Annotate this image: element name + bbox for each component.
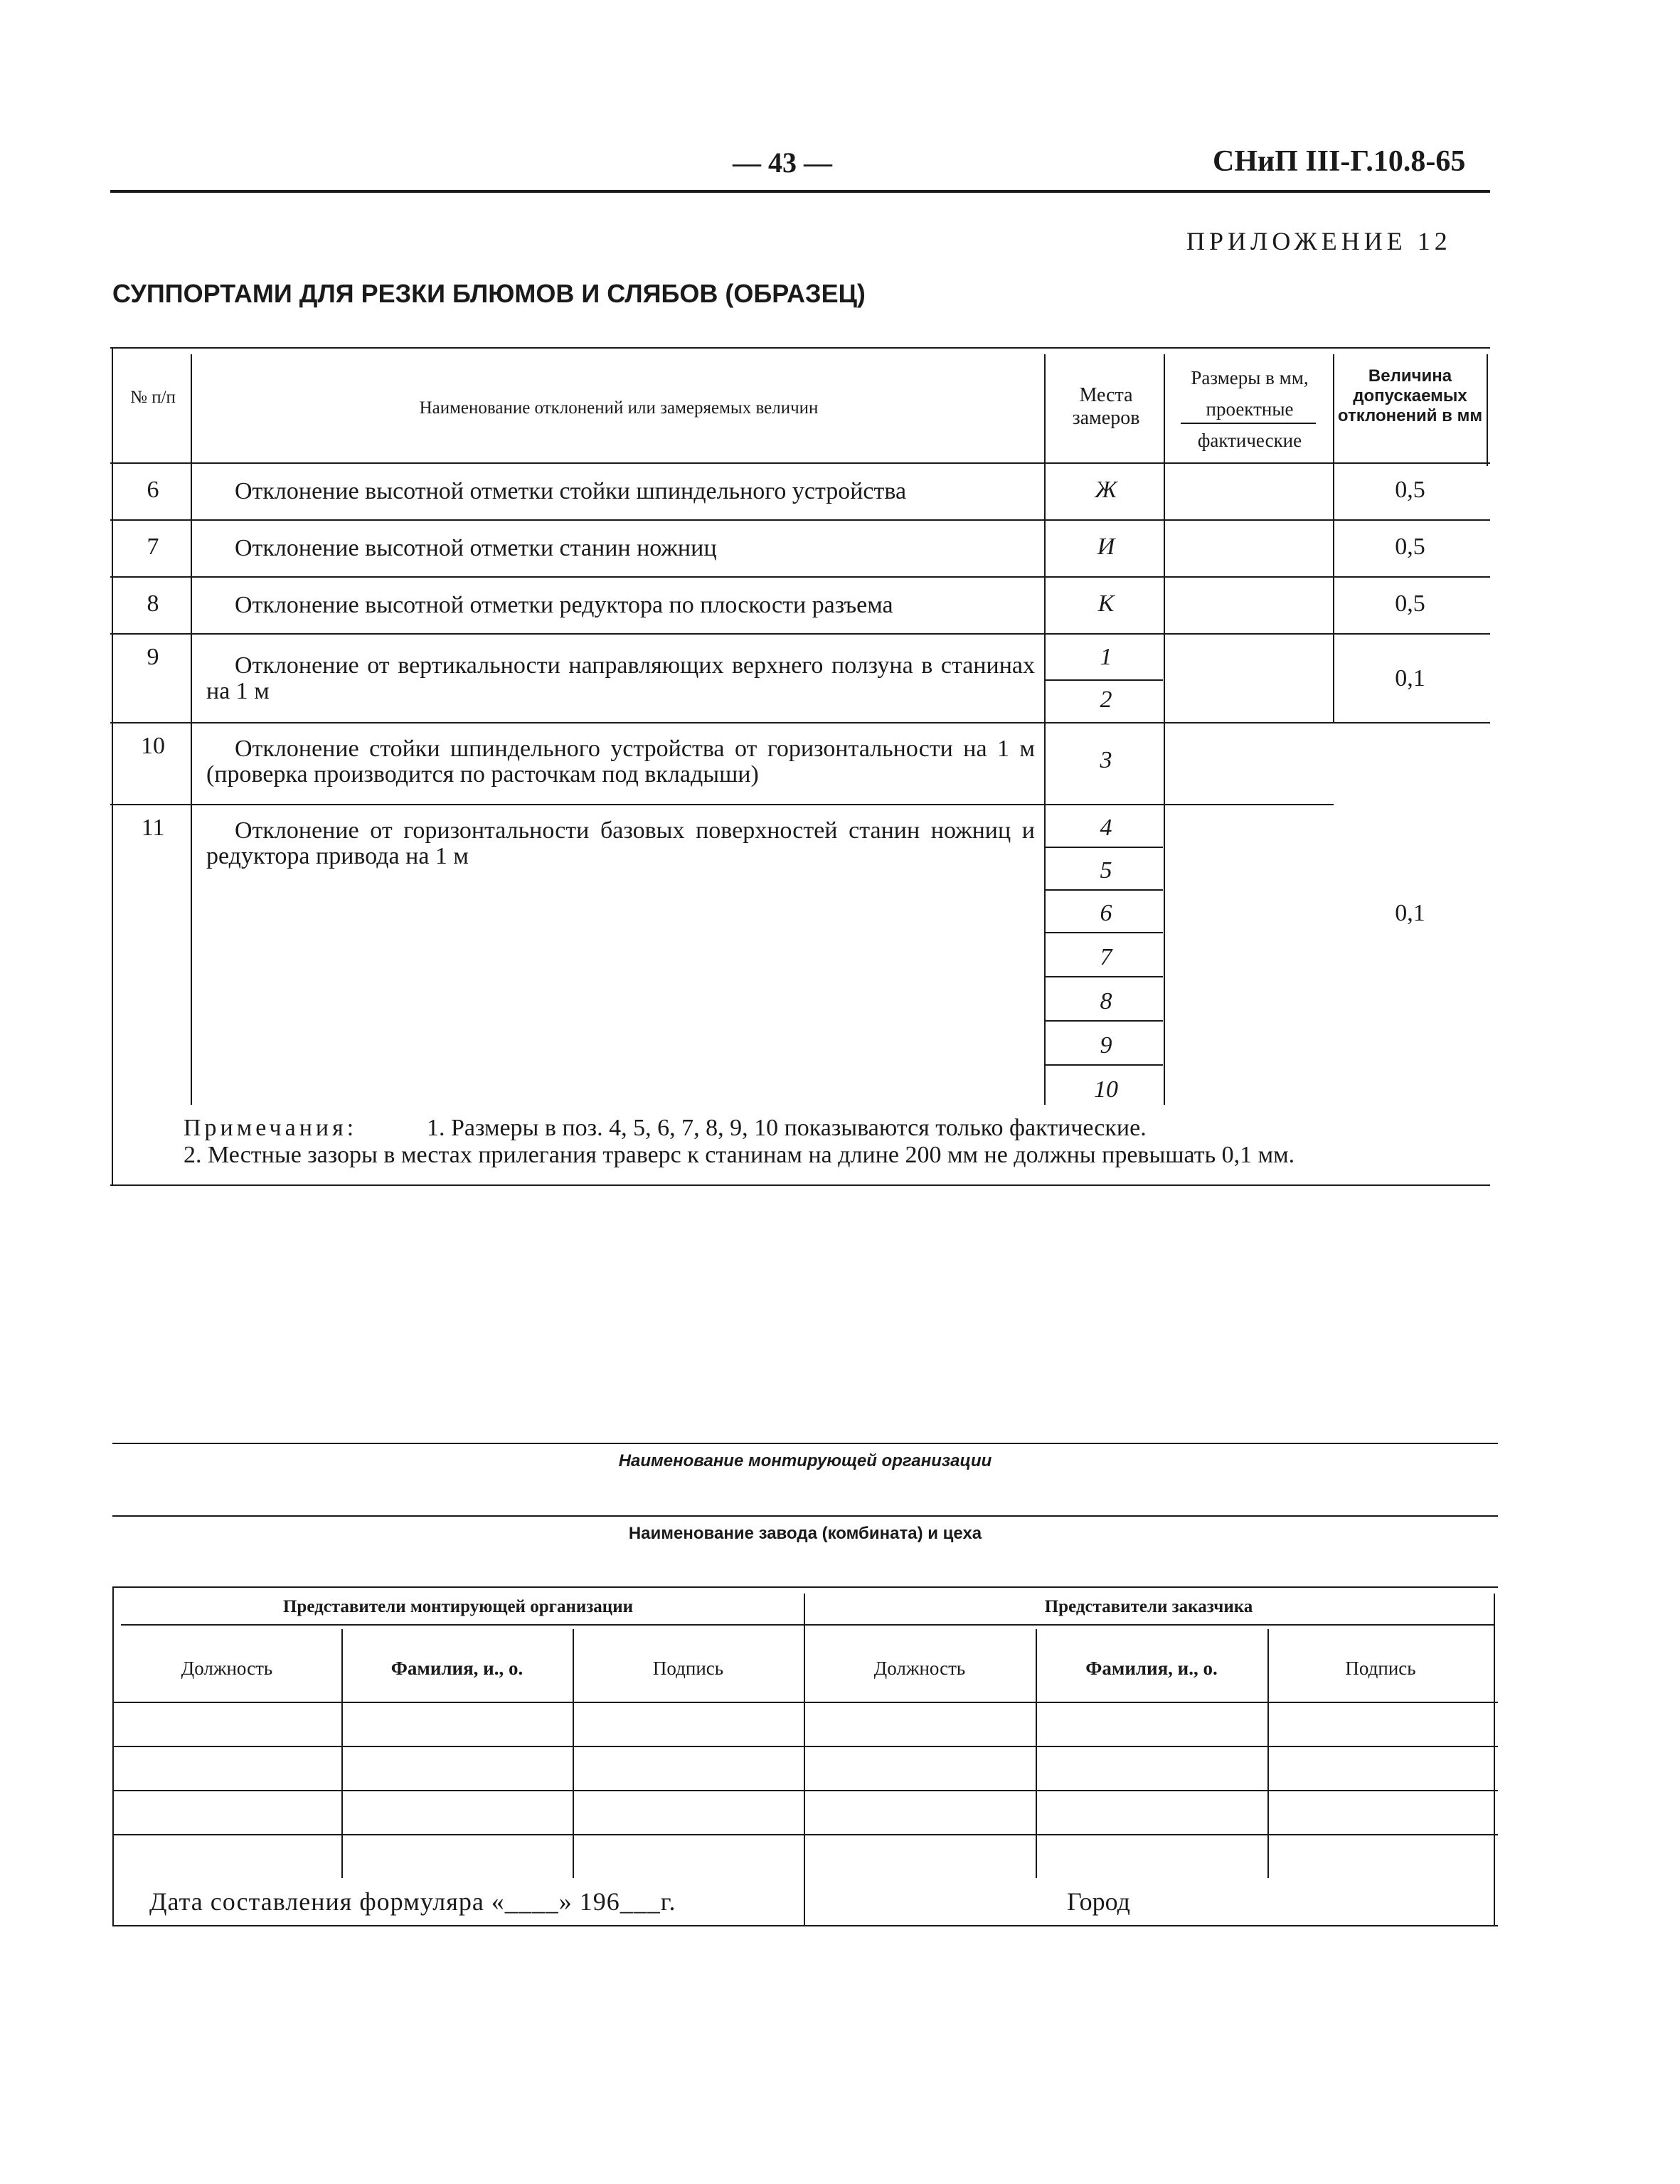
reps-customer-header: Представители заказчика [1044, 1597, 1253, 1616]
table-row-num: 11 [141, 815, 165, 841]
table-row-place: 6 [1100, 900, 1112, 926]
table-row-num: 10 [141, 733, 165, 759]
table-row-place: 5 [1100, 857, 1112, 884]
table-row-tolerance: 0,1 [1395, 900, 1425, 926]
table-row-tolerance: 0,5 [1395, 477, 1425, 503]
table-row-place: 4 [1100, 815, 1112, 841]
table-row-name: Отклонение высотной отметки редуктора по плоскости разъема [235, 592, 893, 618]
column-header-num: № п/п [130, 388, 176, 407]
date-field: Дата составления формуляра «____» 196___г. [149, 1887, 676, 1916]
column-signature: Подпись [1345, 1658, 1416, 1679]
column-header-actual: фактические [1197, 430, 1302, 451]
plant-label: Наименование завода (комбината) и цеха [628, 1524, 982, 1543]
appendix-label: ПРИЛОЖЕНИЕ 12 [1186, 227, 1452, 255]
table-row-tolerance: 0,5 [1395, 534, 1425, 560]
note-2: 2. Местные зазоры в местах прилегания траверс к станинам на длине 200 мм не должны превышать 0,1 мм. [184, 1142, 1295, 1168]
table-row-place: 7 [1100, 944, 1112, 970]
notes-label: Примечания: [184, 1115, 358, 1141]
plant-line [112, 1515, 1498, 1517]
table-row-num: 8 [147, 590, 159, 617]
column-signature: Подпись [652, 1658, 724, 1679]
column-header-places: Места замеров [1072, 384, 1140, 429]
column-position: Должность [873, 1658, 966, 1679]
column-header-tolerance: Величина допускаемых отклонений в мм [1337, 366, 1483, 425]
table-row-place: 8 [1100, 988, 1112, 1014]
table-row-name: Отклонение от вертикальности направляющих верхнего ползуна в станинах на 1 м [206, 652, 1035, 704]
document-code: СНиП III-Г.10.8-65 [1213, 145, 1466, 178]
table-row-place: 1 [1100, 644, 1112, 670]
column-header-project: проектные [1206, 398, 1294, 420]
column-full-name: Фамилия, и., о. [1085, 1658, 1218, 1679]
table-row-place: 3 [1100, 747, 1112, 773]
table-row-place: И [1097, 534, 1115, 560]
column-header-name: Наименование отклонений или замеряемых величин [419, 398, 819, 418]
table-row-name: Отклонение высотной отметки стойки шпиндельного устройства [235, 478, 907, 504]
org-line [112, 1443, 1498, 1444]
table-row-num: 6 [147, 477, 159, 503]
column-header-sizes: Размеры в мм, [1191, 367, 1309, 388]
reps-installer-header: Представители монтирующей организации [282, 1597, 634, 1616]
table-row-name: Отклонение от горизонтальности базовых поверхностей станин ножниц и редуктора привода на 1 м [206, 817, 1035, 869]
header-rule [110, 190, 1490, 193]
table-row-tolerance: 0,5 [1395, 590, 1425, 617]
table-row-place: К [1097, 590, 1115, 617]
table-row-name: Отклонение стойки шпиндельного устройства от горизонтальности на 1 м (проверка производится по расточкам под вкладыши) [206, 736, 1035, 788]
table-row-place: 10 [1094, 1076, 1118, 1103]
table-row-name: Отклонение высотной отметки станин ножниц [235, 535, 717, 561]
table-row-place: 2 [1100, 687, 1112, 713]
form-title: СУППОРТАМИ ДЛЯ РЕЗКИ БЛЮМОВ И СЛЯБОВ (ОБРАЗЕЦ) [112, 279, 866, 308]
column-full-name: Фамилия, и., о. [390, 1658, 523, 1679]
note-1: 1. Размеры в поз. 4, 5, 6, 7, 8, 9, 10 показываются только фактические. [427, 1115, 1147, 1141]
table-row-tolerance: 0,1 [1395, 665, 1425, 691]
page-number: — 43 — [733, 147, 832, 179]
table-row-num: 7 [147, 534, 159, 560]
city-field: Город [1067, 1887, 1130, 1916]
table-row-num: 9 [147, 644, 159, 670]
table-row-place: Ж [1095, 477, 1117, 503]
org-label: Наименование монтирующей организации [618, 1451, 992, 1470]
table-row-place: 9 [1100, 1032, 1112, 1059]
column-position: Должность [181, 1658, 273, 1679]
